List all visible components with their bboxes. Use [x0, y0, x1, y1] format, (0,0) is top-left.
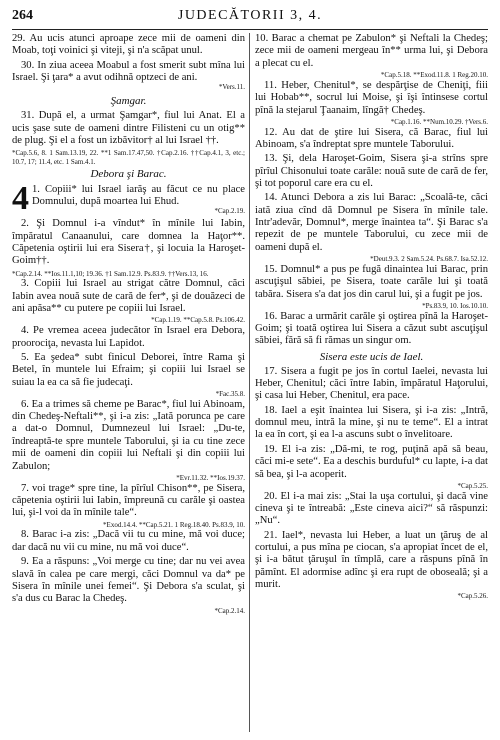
verse-3-30: 30. In ziua aceea Moabul a fost smerit subt mîna lui Israel. Şi ţara* a avut odihnă optzeci de ani. *Vers.11. [12, 59, 245, 92]
page-number: 264 [12, 8, 33, 23]
footnote-ref: *Cap.5.26. [457, 592, 488, 601]
footnote-ref: *Deut.9.3. 2 Sam.5.24. Ps.68.7. Isa.52.12. [370, 255, 488, 264]
footnote-refs: *Cap.2.14. **Ios.11.1,10; 19.36. †1 Sam.12.9. Ps.83.9. ††Vers.13, 16. [12, 269, 209, 278]
footnote-ref: *Exod.14.4. **Cap.5.21. 1 Reg.18.40. Ps.83.9, 10. [103, 520, 245, 529]
verse-4-7: 7. voi trage* spre tine, la pîrîul Chison**, pe Sisera, căpetenia oştirii lui Iabin, împreună cu carăle şi oastea lui, şi-l voi da în mînile tale“. [12, 482, 245, 519]
verse-4-4: 4. Pe vremea aceea judecător în Israel era Debora, proorociţa, nevasta lui Lapidot. [12, 325, 245, 349]
verse-4-3: 3. Copiii lui Israel au strigat către Domnul, căci Iabin avea nouă sute de cară de fer*, şi de douăzeci de ani apăsa** cu putere pe copiii lui Israel. [12, 278, 245, 315]
verse-4-1: 4 1. Copiii* lui Israel iarăş au făcut ce nu place Domnului, după moartea lui Ehud. *Cap.2.19. [12, 179, 245, 217]
verse-4-9: 9. Ea a răspuns: „Voi merge cu tine; dar nu vei avea slavă în calea pe care mergi, căci Domnul va da* pe Sisera în mînile unei femei“. Şi Debora s'a sculat, şi s'a dus cu Barac la Chedeş. [12, 556, 245, 605]
verse-3-31: 31. După el, a urmat Şamgar*, fiul lui Anat. El a ucis şase sute de oameni dintre Filisteni cu un otig** de plug. Şi el a fost un izbăvitor† al lui Israel ††. [12, 110, 245, 146]
section-heading-sisera: Sisera este ucis de Iael. [319, 350, 424, 363]
footnote-ref: *Cap.5.18. **Exod.11.8. 1 Reg.20.10. [380, 71, 488, 80]
section-heading-debora-barac: Debora şi Barac. [90, 167, 167, 180]
footnote-ref: *Fac.35.8. [215, 390, 245, 398]
verse-4-5: 5. Ea şedea* subt finicul Deborei, între Rama şi Betel, în muntele lui Efraim; şi copiii lui Israel se suiau la ea ca să fie judecaţi. [12, 351, 245, 388]
verse-4-21: 21. Iael*, nevasta lui Heber, a luat un ţăruş de al cortului, a pus mîna pe ciocan, s'a apropiat încet de el, şi i-a bătut ţăruşul în tîmplă, care a răspuns pînă în pămînt. El adormise adînc şi era rupt de oboseală; şi a murit. [255, 529, 488, 591]
page-header [12, 8, 488, 30]
verse-3-29: 29. Au ucis atunci aproape zece mii de oameni din Moab, toţi voinici şi viteji, şi n'a scăpat unul. [12, 33, 245, 57]
verse-4-2: 2. Şi Domnul i-a vîndut* în mînile lui Iabin, împăratul Canaanului, care domnea la Haţor**. Căpetenia oştirii lui era Sisera†, şi locuia la Haroşet-Goim††. [12, 218, 245, 267]
footnote-ref: *Cap.1.19. **Cap.5.8. Ps.106.42. [151, 316, 245, 325]
header-rule [12, 29, 488, 30]
verse-4-13: 13. Şi, dela Haroşet-Goim, Sisera şi-a strîns spre pîrîul Chisonului toate carăle: nouă sute de cară de fer, şi tot poporul care era cu el. [255, 153, 488, 190]
footnote-ref: *Cap.5.25. [457, 481, 488, 490]
verse-4-8: 8. Barac i-a zis: „Dacă vii tu cu mine, mă voi duce; dar dacă nu vii cu mine, nu mă voi duce“. [12, 529, 245, 553]
verse-4-14: 14. Atunci Debora a zis lui Barac: „Scoală-te, căci iată ziua cînd dă Domnul pe Sisera în mînile tale. Intr'adevăr, Domnul*, merge înaintea ta“. Şi Barac s'a repezit de pe muntele Taborului, cu zece mii de oameni după el. [255, 192, 488, 253]
verse-4-20: 20. El i-a mai zis: „Stai la uşa cortului, şi dacă vine cineva şi te întreabă: „Este cineva aici?“ să răspunzi: „Nu“. [255, 490, 488, 527]
footnote-refs: *Cap.5.6, 8. 1 Sam.13.19, 22. **1 Sam.17.47,50. †Cap.2.16. ††Cap.4.1, 3, etc.; 10.7, 17; 11.4, etc. 1 Sam.4.1. [12, 149, 245, 166]
verse-4-12: 12. Au dat de ştire lui Sisera, că Barac, fiul lui Abinoam, s'a îndreptat spre muntele Taborului. [255, 126, 488, 150]
right-column [255, 33, 488, 601]
running-title: JUDECĂTORII 3, 4. [177, 8, 323, 23]
left-column [12, 33, 245, 615]
footnote-ref: *Ps.83.9, 10. Ios.10.10. [422, 301, 488, 310]
footnote-ref: *Evr.11.32. **Ios.19.37. [176, 473, 245, 482]
chapter-number: 4 [12, 179, 29, 217]
verse-4-6: 6. Ea a trimes să cheme pe Barac*, fiul lui Abinoam, din Chedeş-Neftali**, şi i-a zis: „Iată porunca pe care a dat-o Domnul, Dumnezeul lui Israel: „Du-te, îndreaptă-te spre muntele Taborului, şi ia cu tine zece mii de oameni din copiii lui Neftali şi din copiii lui Zabulon; [12, 398, 245, 472]
verse-4-10: 10. Barac a chemat pe Zabulon* şi Neftali la Chedeş; zece mii de oameni mergeau în** urma lui, şi Debora a plecat cu el. [255, 33, 488, 69]
footnote-ref: *Vers.11. [218, 83, 245, 92]
column-divider [249, 33, 250, 732]
verse-4-16: 16. Barac a urmărit carăle şi oştirea pînă la Haroşet-Goim; şi toată oştirea lui Sisera a căzut subt ascuţişul săbiei, fără să fi rămas un singur om. [255, 310, 488, 347]
verse-4-19: 19. El i-a zis: „Dă-mi, te rog, puţină apă să beau, căci mi-e sete“. Ea a deschis burduful* cu lapte, i-a dat să bea, şi l-a acoperit. [255, 443, 488, 480]
verse-4-17: 17. Sisera a fugit pe jos în cortul Iaelei, nevasta lui Heber, Chenitul; căci între Iabin, împăratul Haţorului, şi casa lui Heber, Chenitul, era pace. [255, 365, 488, 402]
verse-4-11: 11. Heber, Chenitul*, se despărţise de Cheniţi, fiii lui Hobab**, socrul lui Moise, şi îşi întinsese cortul pînă la stejarul Ţaanaim, lîngă† Chedeş. [255, 79, 488, 116]
section-heading-samgar: Şamgar. [110, 95, 147, 108]
verse-4-15: 15. Domnul* a pus pe fugă dinaintea lui Barac, prin ascuţişul săbiei, pe Sisera, toate carăle lui şi toată tabăra. Sisera s'a dat jos din carul lui, şi a fugit pe jos. [255, 263, 488, 300]
footnote-ref: *Cap.1.16. **Num.10.29. †Vers.6. [390, 117, 488, 126]
footnote-ref: *Cap.2.14. [214, 606, 245, 615]
footnote-ref: *Cap.2.19. [214, 207, 245, 216]
verse-4-18: 18. Iael a eşit înaintea lui Sisera, şi i-a zis: „Intră, domnul meu, intră la mine, şi nu te teme“. El a intrat la ea în cort, şi ea l-a ascuns subt o învelitoare. [255, 404, 488, 441]
